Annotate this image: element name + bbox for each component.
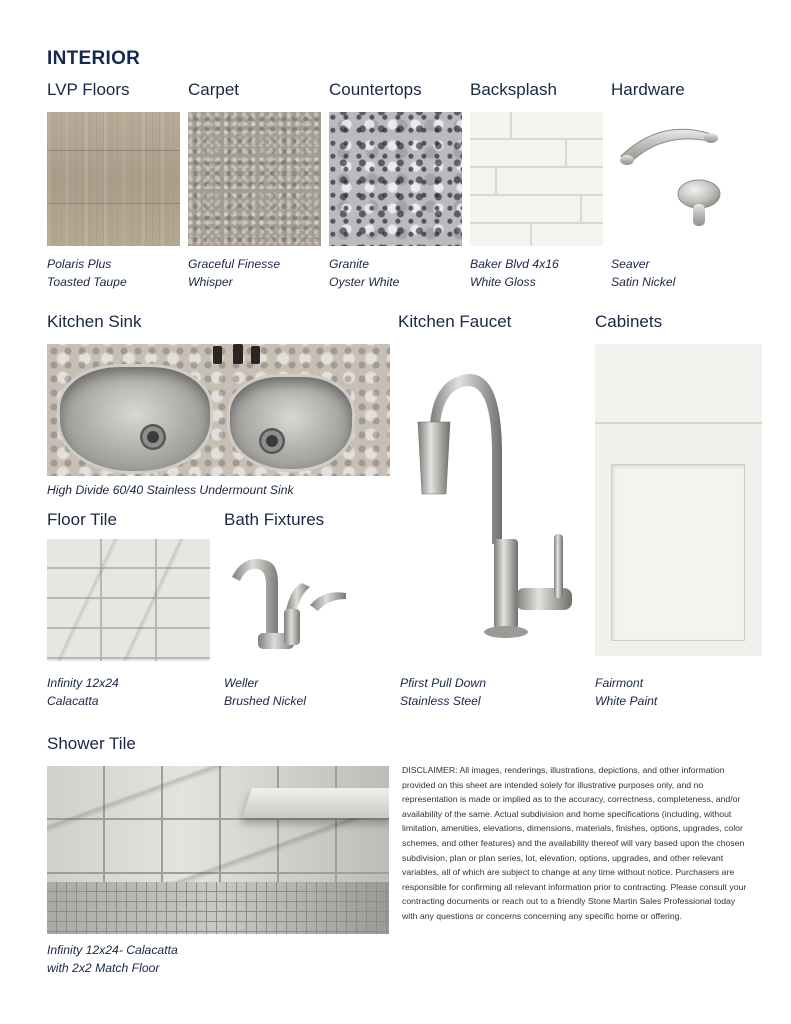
hardware-heading: Hardware <box>611 80 685 99</box>
shower-tile-image <box>47 766 389 934</box>
lvp-heading: LVP Floors <box>47 80 130 99</box>
floor-tile-caption-line2: Calacatta <box>47 693 99 708</box>
kitchen-faucet-caption-line1: Pfirst Pull Down <box>400 676 487 690</box>
backsplash-caption-line1: Baker Blvd 4x16 <box>470 257 559 271</box>
carpet-swatch <box>188 112 321 246</box>
page-title: INTERIOR <box>47 48 141 69</box>
hardware-caption-line1: Seaver <box>611 257 650 271</box>
floor-tile-caption-line1: Infinity 12x24 <box>47 676 119 690</box>
carpet-caption-line1: Graceful Finesse <box>188 257 281 271</box>
disclaimer-text: DISCLAIMER: All images, renderings, illustrations, depictions, and other information provided on this sheet are intended solely for illustrative purposes only, and no representation is made or implied as to the accuracy, correctness, completeness, and/or availability of the same. Actual subdivision and home specifications (including, without limitation, amenities, elevations, dimensions, materials, finishes, options, upgrades, color schemes, and other features) and the availability thereof will vary based upon the chosen subdivision, plan or plan series, lot, elevation, options, upgrades, and other relevant variables, all of which are subject to change at any time without notice. Purchasers are responsible for confirming all relevant information prior to contracting. Please consult your contracting documents or reach out to a friendly Stone Martin Sales Professional today with any questions or concerns concerning any specific home or offering. <box>402 765 747 921</box>
backsplash-swatch <box>470 112 603 246</box>
backsplash-heading: Backsplash <box>470 80 557 99</box>
backsplash-caption <box>470 256 559 291</box>
kitchen-sink-image <box>47 344 390 476</box>
shower-tile-caption <box>47 942 178 977</box>
cabinet-door-image <box>595 344 762 656</box>
bath-fixtures-heading: Bath Fixtures <box>224 510 325 529</box>
kitchen-sink-heading: Kitchen Sink <box>47 312 142 331</box>
sink-faucet-handles-icon <box>207 344 267 368</box>
bath-fixtures-image <box>224 539 354 661</box>
lvp-caption-line2: Toasted Taupe <box>47 274 127 289</box>
carpet-caption <box>188 256 280 291</box>
countertops-heading: Countertops <box>329 80 422 99</box>
floor-tile-heading: Floor Tile <box>47 510 117 529</box>
cabinets-caption <box>595 675 657 710</box>
cabinets-caption-line1: Fairmont <box>595 676 644 690</box>
cabinets-caption-line2: White Paint <box>595 693 658 708</box>
shower-tile-caption-line2: with 2x2 Match Floor <box>47 960 160 975</box>
hardware-image <box>611 112 744 246</box>
bath-fixtures-caption-line2: Brushed Nickel <box>224 693 306 708</box>
hardware-caption <box>611 256 675 291</box>
countertops-caption-line1: Granite <box>329 257 369 271</box>
granite-swatch <box>329 112 462 246</box>
backsplash-caption-line2: White Gloss <box>470 274 536 289</box>
lvp-caption-line1: Polaris Plus <box>47 257 112 271</box>
kitchen-sink-caption: High Divide 60/40 Stainless Undermount Sink <box>47 483 294 497</box>
countertops-caption <box>329 256 399 291</box>
shower-tile-heading: Shower Tile <box>47 734 136 753</box>
hardware-caption-line2: Satin Nickel <box>611 274 676 289</box>
bath-fixtures-caption <box>224 675 306 710</box>
floor-tile-image <box>47 539 210 661</box>
bath-fixtures-caption-line1: Weller <box>224 676 259 690</box>
kitchen-faucet-caption <box>400 675 486 710</box>
floor-tile-caption <box>47 675 119 710</box>
cabinet-pull-icon <box>611 112 744 246</box>
kitchen-faucet-heading: Kitchen Faucet <box>398 312 512 331</box>
pull-down-faucet-icon <box>398 344 588 654</box>
lvp-floor-swatch <box>47 112 180 246</box>
bath-faucet-icon <box>224 539 354 661</box>
countertops-caption-line2: Oyster White <box>329 274 400 289</box>
carpet-caption-line2: Whisper <box>188 274 233 289</box>
lvp-caption <box>47 256 127 291</box>
kitchen-faucet-image <box>398 344 588 654</box>
cabinets-heading: Cabinets <box>595 312 663 331</box>
kitchen-faucet-caption-line2: Stainless Steel <box>400 693 481 708</box>
carpet-heading: Carpet <box>188 80 240 99</box>
shower-tile-caption-line1: Infinity 12x24- Calacatta <box>47 943 178 957</box>
